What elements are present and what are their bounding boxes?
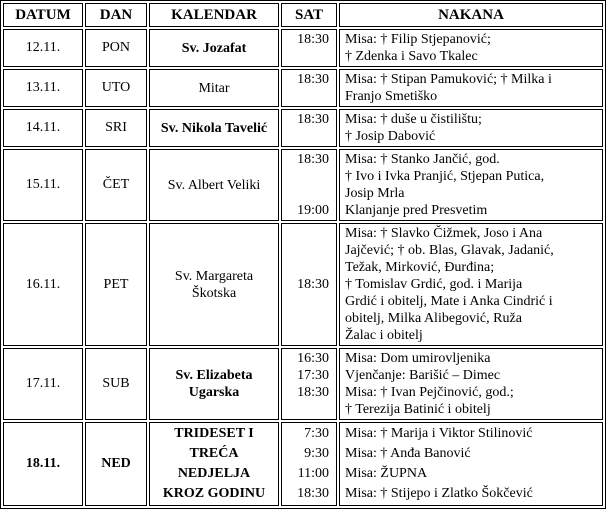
cell-line: † Tomislav Grdić, god. i Marija <box>345 277 523 292</box>
cell-line: Sv. Elizabeta <box>175 368 253 383</box>
cell-line: TRIDESET I <box>174 426 254 441</box>
cell-line: 16:30 <box>297 351 329 366</box>
cell-nakana <box>339 109 603 147</box>
cell-line: Misa: † Stanko Jančić, god. <box>345 152 500 167</box>
table-row <box>3 29 603 67</box>
cell-datum: 16.11. <box>3 223 83 346</box>
cell-line: Misa: † Stipan Pamuković; † Milka i <box>345 72 552 87</box>
column-header-sat: SAT <box>281 3 337 27</box>
cell-line: TREĆA <box>189 446 239 461</box>
cell-datum: 15.11. <box>3 149 83 221</box>
cell-line: Misa: † duše u čistilištu; <box>345 112 482 127</box>
table-row <box>3 348 603 420</box>
cell-line: Mitar <box>198 80 230 96</box>
cell-line: Misa: † Anđa Banović <box>345 446 471 461</box>
cell-line: † Terezija Batinić i obitelj <box>345 402 491 417</box>
cell-line: 9:30 <box>304 446 329 461</box>
cell-line: 18:30 <box>297 486 329 501</box>
table-row <box>3 149 603 221</box>
cell-line: Grdić i obitelj, Mate i Anka Cindrić i <box>345 294 553 309</box>
column-header-nakana: NAKANA <box>339 3 603 27</box>
cell-line: Težak, Mirković, Đurđina; <box>345 260 495 275</box>
cell-line: † Ivo i Ivka Pranjić, Stjepan Putica, <box>345 169 545 184</box>
cell-line: Misa: † Marija i Viktor Stilinović <box>345 426 533 441</box>
cell-line: 18:30 <box>297 112 329 127</box>
cell-line: Klanjanje pred Presvetim <box>345 203 488 218</box>
cell-kalendar <box>149 223 279 346</box>
cell-line <box>286 185 329 202</box>
cell-sat <box>281 109 337 147</box>
cell-nakana <box>339 29 603 67</box>
cell-datum: 14.11. <box>3 109 83 147</box>
cell-line <box>286 242 329 259</box>
cell-kalendar <box>149 149 279 221</box>
cell-dan: PON <box>85 29 147 67</box>
cell-line: NEDJELJA <box>177 466 251 481</box>
cell-line: 18:30 <box>297 32 329 47</box>
cell-dan: SRI <box>85 109 147 147</box>
cell-line: Franjo Smetiško <box>345 89 438 104</box>
cell-kalendar <box>149 29 279 67</box>
cell-line: Vjenčanje: Barišić – Dimec <box>345 368 501 383</box>
cell-line: 18:30 <box>297 277 329 292</box>
cell-line: Jajčević; † ob. Blas, Glavak, Jadanić, <box>345 243 554 258</box>
cell-line: Misa: † Ivan Pejčinović, god.; <box>345 385 514 400</box>
cell-line <box>286 168 329 185</box>
cell-line: Sv. Albert Veliki <box>167 177 261 193</box>
cell-line: Misa: ŽUPNA <box>345 466 428 481</box>
column-header-datum: DATUM <box>3 3 83 27</box>
cell-dan: PET <box>85 223 147 346</box>
table-row <box>3 109 603 147</box>
cell-datum: 12.11. <box>3 29 83 67</box>
cell-dan: NED <box>85 422 147 506</box>
cell-nakana <box>339 149 603 221</box>
cell-line: 18:30 <box>297 72 329 87</box>
cell-sat <box>281 149 337 221</box>
cell-line: Škotska <box>191 285 237 301</box>
cell-sat <box>281 69 337 107</box>
cell-datum: 18.11. <box>3 422 83 506</box>
cell-line: Misa: † Stijepo i Zlatko Šokčević <box>345 486 533 501</box>
cell-line: obitelj, Milka Alibegović, Ruža <box>345 311 522 326</box>
header-row <box>3 3 603 27</box>
table-row <box>3 422 603 506</box>
schedule-body <box>3 29 603 506</box>
cell-dan: SUB <box>85 348 147 420</box>
cell-line: Misa: † Filip Stjepanović; <box>345 32 491 47</box>
cell-line <box>286 259 329 276</box>
cell-datum: 13.11. <box>3 69 83 107</box>
cell-nakana <box>339 223 603 346</box>
cell-kalendar <box>149 69 279 107</box>
column-header-dan: DAN <box>85 3 147 27</box>
cell-kalendar <box>149 109 279 147</box>
cell-line: Sv. Margareta <box>174 268 254 284</box>
table-row <box>3 223 603 346</box>
cell-line: Sv. Jozafat <box>181 40 247 56</box>
cell-line: Žalac i obitelj <box>345 328 423 343</box>
column-header-kalendar: KALENDAR <box>149 3 279 27</box>
cell-line: Josip Mrla <box>345 186 405 201</box>
cell-line: † Zdenka i Savo Tkalec <box>345 49 478 64</box>
cell-sat <box>281 348 337 420</box>
cell-nakana <box>339 422 603 506</box>
cell-line: 18:30 <box>297 152 329 167</box>
cell-line: Sv. Nikola Tavelić <box>160 120 268 136</box>
cell-line: 17:30 <box>297 368 329 383</box>
cell-line: † Josip Dabović <box>345 129 436 144</box>
cell-sat <box>281 422 337 506</box>
cell-sat <box>281 223 337 346</box>
cell-kalendar <box>149 422 279 506</box>
cell-line <box>286 225 329 242</box>
cell-line: 19:00 <box>297 203 329 218</box>
cell-line: 11:00 <box>297 466 329 481</box>
cell-line: 7:30 <box>304 426 329 441</box>
cell-dan: ČET <box>85 149 147 221</box>
cell-datum: 17.11. <box>3 348 83 420</box>
cell-line: Misa: † Slavko Čižmek, Joso i Ana <box>345 226 543 241</box>
cell-nakana <box>339 69 603 107</box>
cell-kalendar <box>149 348 279 420</box>
table-row <box>3 69 603 107</box>
cell-line: 18:30 <box>297 385 329 400</box>
cell-line: Misa: Dom umirovljenika <box>345 351 491 366</box>
cell-line: KROZ GODINU <box>162 486 266 501</box>
cell-sat <box>281 29 337 67</box>
cell-line: Ugarska <box>188 385 240 400</box>
cell-dan: UTO <box>85 69 147 107</box>
cell-nakana <box>339 348 603 420</box>
